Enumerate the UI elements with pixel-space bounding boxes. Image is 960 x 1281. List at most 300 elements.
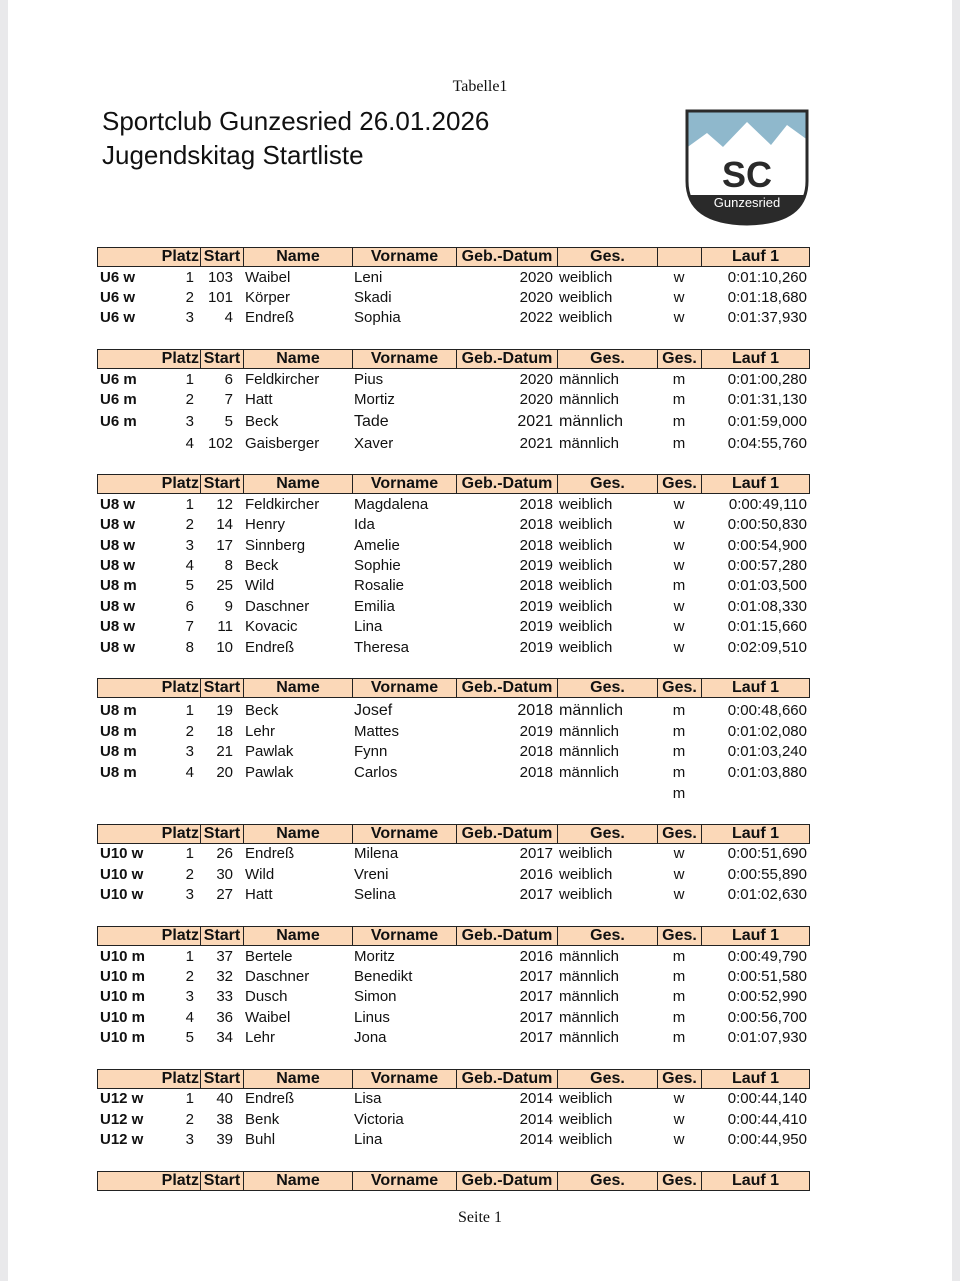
cell-class: U10 m xyxy=(100,1029,146,1046)
cell-time: 0:00:55,890 xyxy=(727,866,807,883)
cell-gender-code: m xyxy=(672,948,686,965)
cell-vorname: Mortiz xyxy=(354,391,395,408)
cell-name: Daschner xyxy=(245,598,310,615)
cell-start: 30 xyxy=(216,866,233,883)
cell-vorname: Leni xyxy=(354,269,383,286)
table-row xyxy=(97,865,810,885)
cell-year: 2019 xyxy=(519,557,553,574)
table-row xyxy=(97,556,810,576)
cell-vorname: Sophia xyxy=(354,309,401,326)
cell-name: Waibel xyxy=(245,1009,291,1026)
cell-class: U12 w xyxy=(100,1111,144,1128)
header-vorname: Vorname xyxy=(353,679,457,697)
cell-start: 10 xyxy=(216,639,233,656)
cell-time: 0:00:44,950 xyxy=(727,1131,807,1148)
header-ges-code: Ges. xyxy=(658,679,702,697)
cell-name: Endreß xyxy=(245,845,295,862)
cell-class: U6 m xyxy=(100,371,137,388)
cell-year: 2019 xyxy=(519,598,553,615)
header-vorname: Vorname xyxy=(353,825,457,843)
header-vorname: Vorname xyxy=(353,248,457,266)
table-row xyxy=(97,763,810,783)
cell-platz: 1 xyxy=(185,702,194,719)
header-platz: Platz xyxy=(98,475,201,493)
cell-start: 102 xyxy=(207,435,233,452)
cell-name: Beck xyxy=(245,557,279,574)
cell-name: Lehr xyxy=(245,723,276,740)
header-name: Name xyxy=(244,679,353,697)
cell-platz: 3 xyxy=(185,413,194,430)
cell-vorname: Moritz xyxy=(354,948,395,965)
cell-time: 0:00:48,660 xyxy=(727,702,807,719)
cell-start: 33 xyxy=(216,988,233,1005)
header-ges-code: Ges. xyxy=(658,1070,702,1088)
cell-gender-code: w xyxy=(673,516,685,533)
cell-name: Waibel xyxy=(245,269,291,286)
table-row xyxy=(97,1110,810,1130)
cell-start: 8 xyxy=(224,557,233,574)
cell-class: U10 m xyxy=(100,988,146,1005)
cell-start: 21 xyxy=(216,743,233,760)
cell-time: 0:01:31,130 xyxy=(727,391,807,408)
table-header xyxy=(97,926,810,946)
cell-year: 2020 xyxy=(519,269,553,286)
cell-time: 0:00:51,580 xyxy=(727,968,807,985)
cell-vorname: Mattes xyxy=(354,723,400,740)
cell-platz: 4 xyxy=(185,764,194,781)
header-platz: Platz xyxy=(98,1172,201,1190)
cell-start: 26 xyxy=(216,845,233,862)
table-row xyxy=(97,390,810,410)
cell-name: Feldkircher xyxy=(245,496,320,513)
cell-year: 2019 xyxy=(519,618,553,635)
table-row xyxy=(97,288,810,308)
cell-name: Gaisberger xyxy=(245,435,320,452)
header-name: Name xyxy=(244,1172,353,1190)
cell-gender: männlich xyxy=(559,371,620,388)
cell-platz: 3 xyxy=(185,743,194,760)
cell-name: Feldkircher xyxy=(245,371,320,388)
cell-year: 2017 xyxy=(519,1009,553,1026)
cell-year: 2018 xyxy=(519,537,553,554)
cell-gender-code: w xyxy=(673,289,685,306)
cell-gender: weiblich xyxy=(559,269,613,286)
table-row xyxy=(97,268,810,288)
cell-platz: 3 xyxy=(185,1131,194,1148)
cell-gender-code: w xyxy=(673,845,685,862)
table-header xyxy=(97,824,810,844)
page-footer: Seite 1 xyxy=(458,1209,502,1226)
cell-time: 0:01:08,330 xyxy=(727,598,807,615)
cell-start: 12 xyxy=(216,496,233,513)
header-vorname: Vorname xyxy=(353,927,457,945)
cell-class: U6 w xyxy=(100,309,136,326)
cell-time: 0:01:03,240 xyxy=(727,743,807,760)
header-platz: Platz xyxy=(98,679,201,697)
header-lauf1: Lauf 1 xyxy=(731,1070,780,1087)
header-ges-code xyxy=(658,248,702,266)
cell-platz: 4 xyxy=(185,1009,194,1026)
cell-gender-code: m xyxy=(672,413,686,430)
cell-year: 2016 xyxy=(519,948,553,965)
header-start: Start xyxy=(201,350,244,368)
cell-start: 32 xyxy=(216,968,233,985)
cell-name: Endreß xyxy=(245,309,295,326)
cell-class: U10 w xyxy=(100,866,144,883)
table-row xyxy=(97,1028,810,1048)
header-name: Name xyxy=(244,1070,353,1088)
cell-class: U8 w xyxy=(100,598,136,615)
cell-time: 0:01:18,680 xyxy=(727,289,807,306)
cell-vorname: Fynn xyxy=(354,743,388,760)
cell-class: U6 m xyxy=(100,391,137,408)
cell-gender-code: w xyxy=(673,618,685,635)
cell-year: 2020 xyxy=(519,371,553,388)
cell-start: 40 xyxy=(216,1090,233,1107)
cell-platz: 5 xyxy=(185,577,194,594)
cell-time: 0:00:50,830 xyxy=(727,516,807,533)
header-lauf1: Lauf 1 xyxy=(731,350,780,367)
header-name: Name xyxy=(244,927,353,945)
header-vorname: Vorname xyxy=(353,1172,457,1190)
cell-class: U10 m xyxy=(100,1009,146,1026)
table-row xyxy=(97,1008,810,1028)
cell-year: 2018 xyxy=(519,743,553,760)
cell-start: 101 xyxy=(207,289,233,306)
cell-time: 0:00:49,790 xyxy=(727,948,807,965)
cell-year: 2018 xyxy=(519,577,553,594)
cell-class: U10 w xyxy=(100,886,144,903)
cell-gender: weiblich xyxy=(559,557,613,574)
table-row xyxy=(97,576,810,596)
cell-year: 2018 xyxy=(519,764,553,781)
cell-year: 2018 xyxy=(519,496,553,513)
cell-year: 2018 xyxy=(517,702,553,719)
cell-start: 103 xyxy=(207,269,233,286)
cell-gender-code: w xyxy=(673,639,685,656)
cell-year: 2020 xyxy=(519,391,553,408)
table-row xyxy=(97,885,810,905)
header-start: Start xyxy=(201,248,244,266)
table-row xyxy=(97,967,810,987)
cell-gender-code: m xyxy=(672,764,686,781)
cell-gender: männlich xyxy=(559,1029,620,1046)
table-row xyxy=(97,947,810,967)
cell-platz: 6 xyxy=(185,598,194,615)
cell-year: 2014 xyxy=(519,1111,553,1128)
cell-time: 0:01:07,930 xyxy=(727,1029,807,1046)
cell-year: 2014 xyxy=(519,1090,553,1107)
table-header xyxy=(97,678,810,698)
cell-gender: weiblich xyxy=(559,496,613,513)
cell-start: 19 xyxy=(216,702,233,719)
cell-year: 2017 xyxy=(519,886,553,903)
cell-name: Wild xyxy=(245,577,275,594)
cell-start: 34 xyxy=(216,1029,233,1046)
header-ges: Ges. xyxy=(558,825,658,843)
header-start: Start xyxy=(201,927,244,945)
cell-vorname: Skadi xyxy=(354,289,392,306)
cell-start: 5 xyxy=(224,413,233,430)
header-platz: Platz xyxy=(98,825,201,843)
cell-name: Hatt xyxy=(245,391,273,408)
cell-platz: 2 xyxy=(185,391,194,408)
header-start: Start xyxy=(201,1172,244,1190)
cell-time: 0:02:09,510 xyxy=(727,639,807,656)
cell-gender: weiblich xyxy=(559,1131,613,1148)
header-ges-code: Ges. xyxy=(658,1172,702,1190)
cell-vorname: Lina xyxy=(354,1131,383,1148)
table-row xyxy=(97,412,810,432)
cell-vorname: Simon xyxy=(354,988,397,1005)
cell-class: U10 m xyxy=(100,948,146,965)
cell-year: 2022 xyxy=(519,309,553,326)
header-ges-code: Ges. xyxy=(658,475,702,493)
table-header xyxy=(97,247,810,267)
cell-time: 0:04:55,760 xyxy=(727,435,807,452)
cell-class: U12 w xyxy=(100,1090,144,1107)
header-lauf1: Lauf 1 xyxy=(731,679,780,696)
header-ges: Ges. xyxy=(558,475,658,493)
cell-name: Endreß xyxy=(245,639,295,656)
cell-time: 0:01:37,930 xyxy=(727,309,807,326)
cell-time: 0:00:44,410 xyxy=(727,1111,807,1128)
document-page xyxy=(8,0,952,1281)
header-platz: Platz xyxy=(98,927,201,945)
cell-time: 0:00:44,140 xyxy=(727,1090,807,1107)
cell-name: Kovacic xyxy=(245,618,298,635)
cell-time: 0:01:10,260 xyxy=(727,269,807,286)
cell-gender-code: w xyxy=(673,269,685,286)
cell-vorname: Benedikt xyxy=(354,968,413,985)
cell-class: U12 w xyxy=(100,1131,144,1148)
cell-vorname: Selina xyxy=(354,886,396,903)
header-platz: Platz xyxy=(98,248,201,266)
table-row xyxy=(97,308,810,328)
header-platz: Platz xyxy=(98,350,201,368)
cell-gender-code: w xyxy=(673,496,685,513)
cell-time: 0:00:51,690 xyxy=(727,845,807,862)
header-ges: Ges. xyxy=(558,248,658,266)
header-geb-datum: Geb.-Datum xyxy=(457,825,558,843)
cell-gender: weiblich xyxy=(559,845,613,862)
header-ges-code: Ges. xyxy=(658,350,702,368)
cell-gender: männlich xyxy=(559,435,620,452)
cell-name: Dusch xyxy=(245,988,288,1005)
cell-class: U10 m xyxy=(100,968,146,985)
cell-name: Sinnberg xyxy=(245,537,306,554)
cell-time: 0:01:15,660 xyxy=(727,618,807,635)
cell-class: U8 w xyxy=(100,537,136,554)
table-header xyxy=(97,474,810,494)
cell-start: 27 xyxy=(216,886,233,903)
header-lauf1: Lauf 1 xyxy=(731,927,780,944)
cell-name: Bertele xyxy=(245,948,293,965)
logo-letters: SC xyxy=(721,154,773,195)
cell-class: U8 m xyxy=(100,702,137,719)
header-start: Start xyxy=(201,825,244,843)
cell-gender-code: m xyxy=(672,1029,686,1046)
cell-vorname: Tade xyxy=(354,413,389,430)
cell-gender-code: m xyxy=(672,988,686,1005)
cell-time: 0:01:00,280 xyxy=(727,371,807,388)
cell-gender: weiblich xyxy=(559,309,613,326)
cell-name: Pawlak xyxy=(245,764,294,781)
cell-vorname: Milena xyxy=(354,845,399,862)
header-vorname: Vorname xyxy=(353,1070,457,1088)
table-row xyxy=(97,701,810,721)
cell-platz: 5 xyxy=(185,1029,194,1046)
cell-name: Wild xyxy=(245,866,275,883)
cell-platz: 7 xyxy=(185,618,194,635)
cell-vorname: Jona xyxy=(354,1029,387,1046)
cell-gender: weiblich xyxy=(559,516,613,533)
cell-platz: 2 xyxy=(185,968,194,985)
cell-start: 6 xyxy=(224,371,233,388)
cell-time: 0:00:54,900 xyxy=(727,537,807,554)
cell-platz: 1 xyxy=(185,948,194,965)
cell-year: 2021 xyxy=(519,435,553,452)
header-geb-datum: Geb.-Datum xyxy=(457,350,558,368)
cell-vorname: Victoria xyxy=(354,1111,404,1128)
table-row xyxy=(97,370,810,390)
cell-name: Lehr xyxy=(245,1029,276,1046)
cell-year: 2016 xyxy=(519,866,553,883)
cell-name: Daschner xyxy=(245,968,310,985)
cell-class: U6 w xyxy=(100,289,136,306)
header-start: Start xyxy=(201,679,244,697)
header-lauf1: Lauf 1 xyxy=(731,248,780,265)
cell-vorname: Vreni xyxy=(354,866,389,883)
page-title: Sportclub Gunzesried 26.01.2026 xyxy=(102,106,490,136)
cell-start: 25 xyxy=(216,577,233,594)
cell-gender-code: m xyxy=(672,391,686,408)
cell-vorname: Pius xyxy=(354,371,384,388)
cell-gender-code: w xyxy=(673,1090,685,1107)
page-subtitle: Jugendskitag Startliste xyxy=(102,140,364,170)
table-header xyxy=(97,1069,810,1089)
cell-vorname: Xaver xyxy=(354,435,394,452)
header-start: Start xyxy=(201,1070,244,1088)
cell-gender-code: w xyxy=(673,1111,685,1128)
cell-gender-code: m xyxy=(672,968,686,985)
cell-vorname: Emilia xyxy=(354,598,395,615)
table-row xyxy=(97,1130,810,1150)
header-geb-datum: Geb.-Datum xyxy=(457,475,558,493)
cell-gender: männlich xyxy=(559,723,620,740)
header-lauf1: Lauf 1 xyxy=(731,825,780,842)
cell-platz: 3 xyxy=(185,886,194,903)
cell-time: 0:01:02,630 xyxy=(727,886,807,903)
cell-class: U8 w xyxy=(100,516,136,533)
cell-time: 0:01:02,080 xyxy=(727,723,807,740)
cell-gender: männlich xyxy=(559,1009,620,1026)
cell-start: 18 xyxy=(216,723,233,740)
cell-class: U8 m xyxy=(100,764,137,781)
table-row xyxy=(97,784,810,804)
cell-start: 37 xyxy=(216,948,233,965)
table-row xyxy=(97,495,810,515)
cell-vorname: Carlos xyxy=(354,764,398,781)
header-ges: Ges. xyxy=(558,679,658,697)
cell-gender: männlich xyxy=(559,702,624,719)
table-row xyxy=(97,434,810,454)
cell-start: 38 xyxy=(216,1111,233,1128)
cell-gender: weiblich xyxy=(559,289,613,306)
cell-year: 2020 xyxy=(519,289,553,306)
cell-gender-code: m xyxy=(672,435,686,452)
cell-gender-code: w xyxy=(673,309,685,326)
cell-gender-code: m xyxy=(672,743,686,760)
table-row xyxy=(97,742,810,762)
table-row xyxy=(97,515,810,535)
cell-year: 2014 xyxy=(519,1131,553,1148)
cell-start: 36 xyxy=(216,1009,233,1026)
cell-gender: weiblich xyxy=(559,598,613,615)
cell-platz: 2 xyxy=(185,516,194,533)
club-logo xyxy=(685,109,809,226)
cell-start: 11 xyxy=(217,618,233,635)
cell-class: U8 m xyxy=(100,723,137,740)
sheet-title: Tabelle1 xyxy=(452,78,508,95)
cell-gender-code: w xyxy=(673,866,685,883)
cell-year: 2019 xyxy=(519,723,553,740)
cell-vorname: Josef xyxy=(354,702,393,719)
header-name: Name xyxy=(244,825,353,843)
cell-name: Hatt xyxy=(245,886,273,903)
cell-year: 2018 xyxy=(519,516,553,533)
cell-vorname: Theresa xyxy=(354,639,410,656)
cell-platz: 1 xyxy=(185,496,194,513)
cell-gender: weiblich xyxy=(559,886,613,903)
cell-class: U8 w xyxy=(100,639,136,656)
cell-time: 0:00:52,990 xyxy=(727,988,807,1005)
cell-name: Beck xyxy=(245,413,279,430)
cell-start: 14 xyxy=(216,516,233,533)
cell-gender-code: m xyxy=(672,371,686,388)
table-row xyxy=(97,1089,810,1109)
cell-gender: weiblich xyxy=(559,639,613,656)
cell-year: 2017 xyxy=(519,1029,553,1046)
cell-gender: männlich xyxy=(559,948,620,965)
cell-platz: 8 xyxy=(185,639,194,656)
cell-name: Buhl xyxy=(245,1131,276,1148)
cell-vorname: Ida xyxy=(354,516,375,533)
cell-name: Endreß xyxy=(245,1090,295,1107)
table-row xyxy=(97,844,810,864)
cell-start: 20 xyxy=(216,764,233,781)
cell-year: 2017 xyxy=(519,845,553,862)
header-platz: Platz xyxy=(98,1070,201,1088)
cell-gender: männlich xyxy=(559,413,624,430)
cell-gender-code: w xyxy=(673,886,685,903)
header-ges: Ges. xyxy=(558,1070,658,1088)
cell-gender-code: m xyxy=(672,702,686,719)
cell-class: U8 m xyxy=(100,577,137,594)
logo-caption: Gunzesried xyxy=(713,195,781,210)
cell-class: U10 w xyxy=(100,845,144,862)
cell-gender: weiblich xyxy=(559,1090,613,1107)
table-row xyxy=(97,597,810,617)
cell-platz: 3 xyxy=(185,537,194,554)
table-row xyxy=(97,987,810,1007)
cell-gender: weiblich xyxy=(559,866,613,883)
header-lauf1: Lauf 1 xyxy=(731,1172,780,1189)
cell-class: U6 w xyxy=(100,269,136,286)
cell-gender-code: w xyxy=(673,537,685,554)
header-geb-datum: Geb.-Datum xyxy=(457,1172,558,1190)
cell-vorname: Amelie xyxy=(354,537,400,554)
